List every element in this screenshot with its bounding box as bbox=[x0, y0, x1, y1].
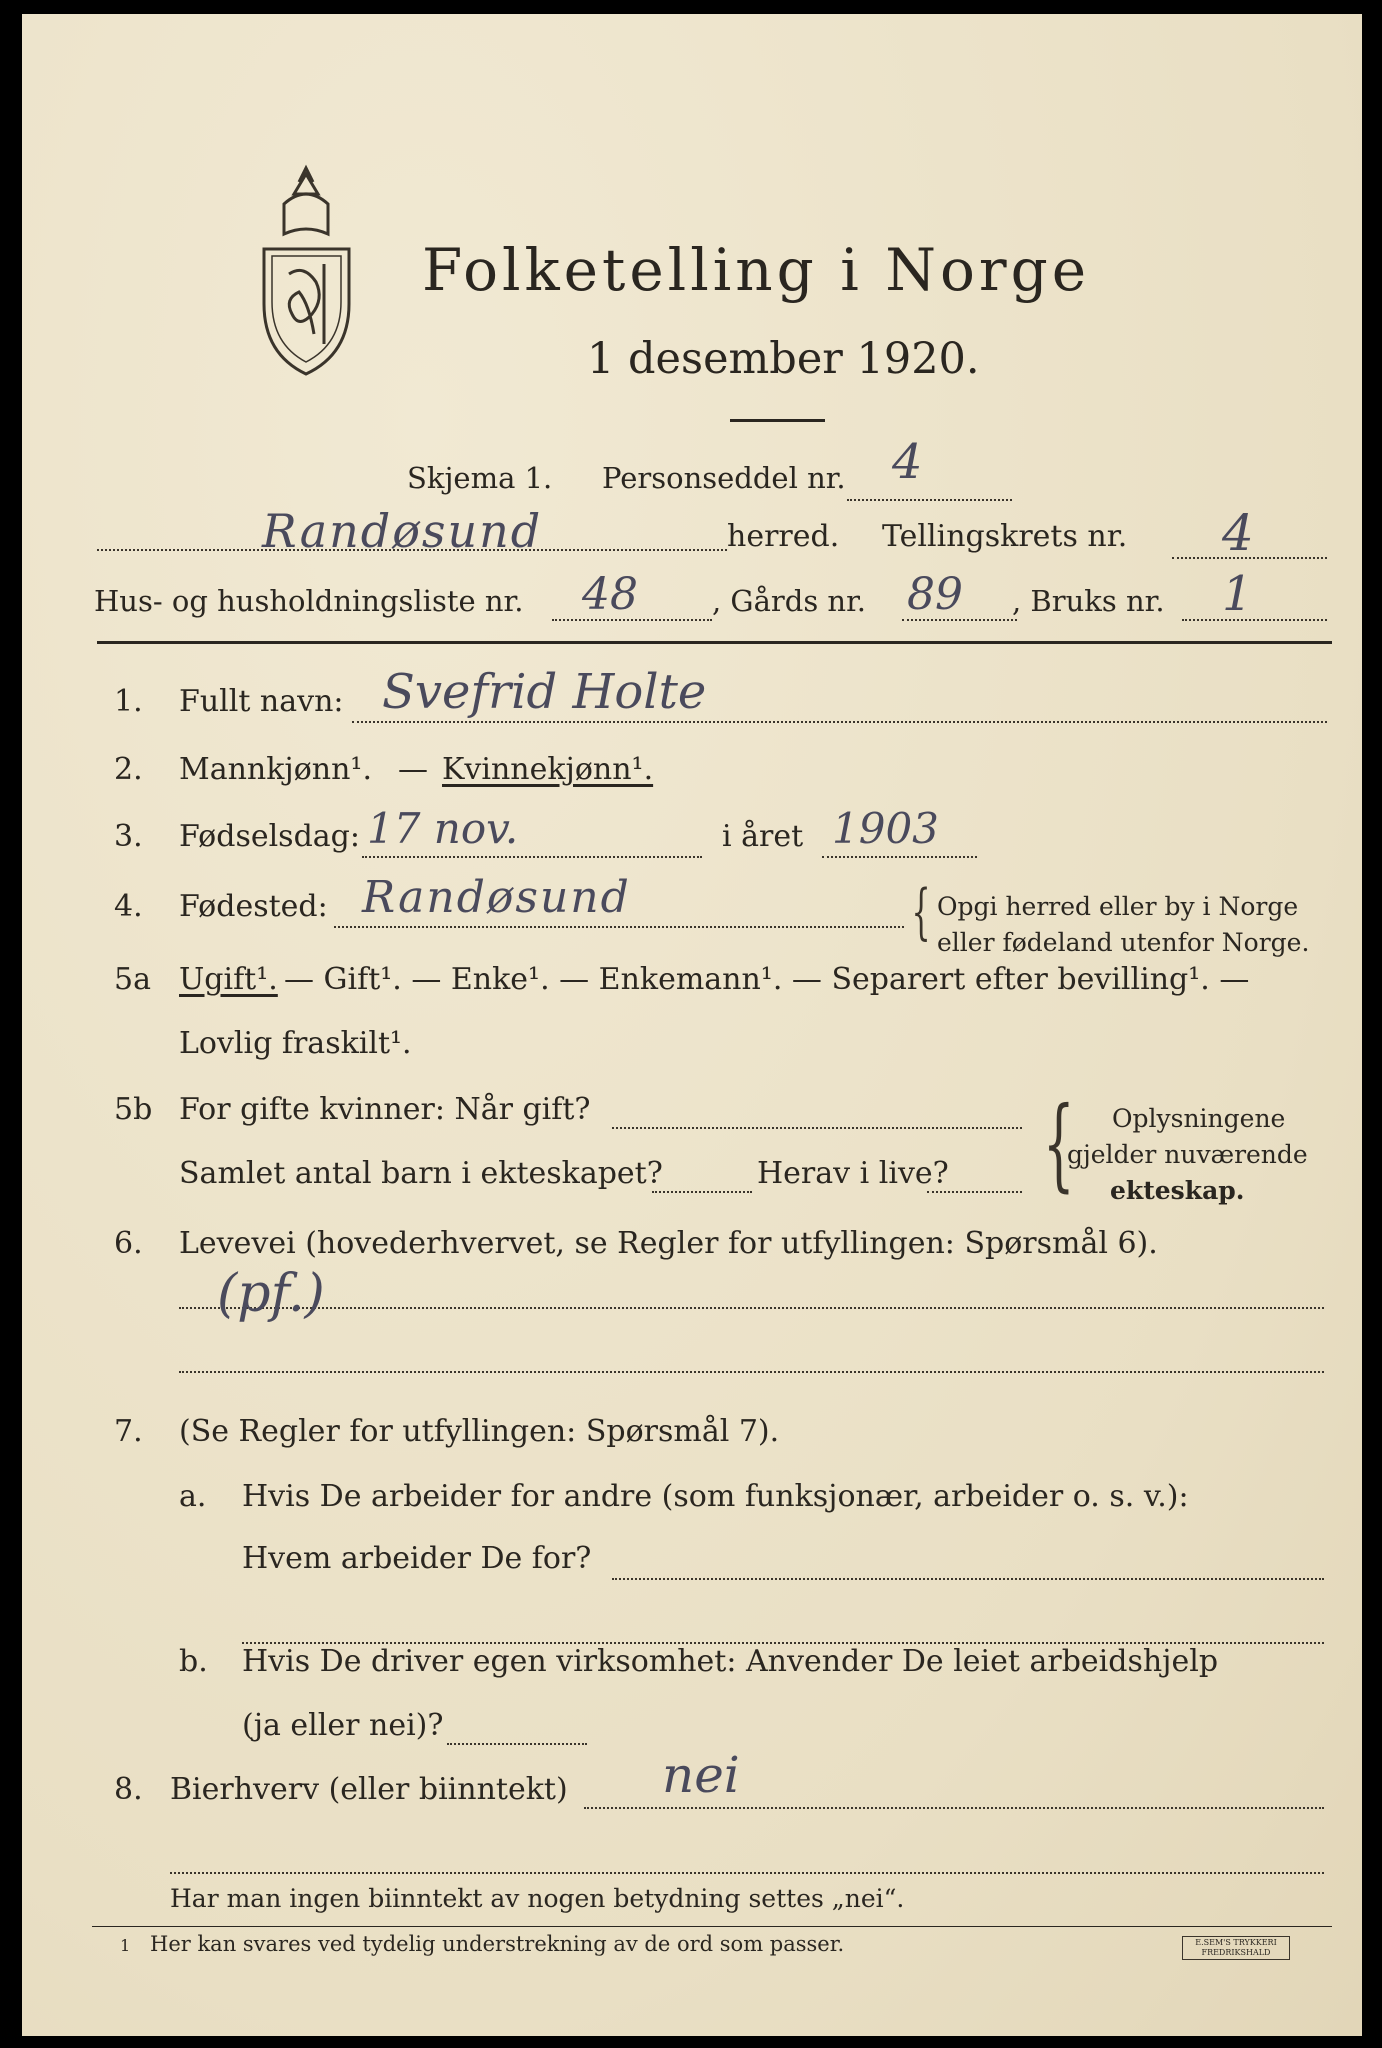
census-date: 1 desember 1920. bbox=[587, 334, 980, 384]
full-name-value[interactable]: Svefrid Holte bbox=[382, 664, 707, 720]
herred-value[interactable]: Randøsund bbox=[262, 504, 543, 558]
q5a-number: 5a bbox=[114, 962, 151, 997]
q4-number: 4. bbox=[114, 889, 143, 924]
option-ugift[interactable]: Ugift¹. bbox=[179, 962, 278, 997]
q7b-label-line2: (ja eller nei)? bbox=[242, 1708, 444, 1743]
birth-year-value[interactable]: 1903 bbox=[832, 804, 939, 853]
personseddel-value[interactable]: 4 bbox=[892, 434, 923, 490]
gards-label: , Gårds nr. bbox=[712, 584, 866, 618]
option-lovlig-fraskilt[interactable]: Lovlig fraskilt¹. bbox=[179, 1026, 412, 1061]
full-name-line bbox=[352, 721, 1327, 723]
q5b-note-line2: gjelder nuværende bbox=[1067, 1140, 1308, 1169]
occupation-line2 bbox=[179, 1371, 1324, 1373]
occupation-value[interactable]: (pf.) bbox=[217, 1264, 325, 1324]
q5b-note-line1: Oplysningene bbox=[1112, 1104, 1286, 1133]
husliste-label: Hus- og husholdningsliste nr. bbox=[94, 584, 524, 618]
birthday-value[interactable]: 17 nov. bbox=[367, 804, 519, 853]
q2-dash: — bbox=[398, 752, 428, 787]
side-income-line1 bbox=[584, 1807, 1324, 1809]
q7b-number: b. bbox=[179, 1644, 208, 1679]
bruks-label: , Bruks nr. bbox=[1012, 584, 1165, 618]
tellingskrets-label: Tellingskrets nr. bbox=[882, 519, 1128, 554]
q6-label: Levevei (hovederhvervet, se Regler for utfyllingen: Spørsmål 6). bbox=[179, 1226, 1158, 1261]
side-income-line2 bbox=[170, 1872, 1324, 1874]
q4-note-line2: eller fødeland utenfor Norge. bbox=[937, 928, 1310, 957]
q7a-label-line1: Hvis De arbeider for andre (som funksjonær, arbeider o. s. v.): bbox=[242, 1479, 1189, 1514]
footnote-text: Her kan svares ved tydelig understrekning av de ord som passer. bbox=[150, 1932, 845, 1956]
coat-of-arms-icon bbox=[254, 164, 359, 379]
option-kvinnekjonn[interactable]: Kvinnekjønn¹. bbox=[442, 752, 654, 787]
bruks-line bbox=[1182, 619, 1327, 621]
q5b-alive-label: Herav i live? bbox=[757, 1156, 949, 1191]
side-income-value[interactable]: nei bbox=[662, 1746, 740, 1804]
personseddel-line bbox=[847, 499, 1012, 501]
q7a-number: a. bbox=[179, 1479, 207, 1514]
q7a-label-line2: Hvem arbeider De for? bbox=[242, 1541, 592, 1576]
q1-number: 1. bbox=[114, 684, 143, 719]
q8-number: 8. bbox=[114, 1772, 143, 1807]
q4-note-line1: Opgi herred eller by i Norge bbox=[937, 892, 1299, 921]
q5b-number: 5b bbox=[114, 1092, 153, 1127]
form-title: Folketelling i Norge bbox=[422, 236, 1091, 304]
birthday-line bbox=[362, 856, 702, 858]
year-label: i året bbox=[722, 819, 804, 854]
herred-label: herred. bbox=[727, 519, 840, 554]
q3-number: 3. bbox=[114, 819, 143, 854]
q5b-brace: { bbox=[1042, 1085, 1075, 1202]
census-form bbox=[22, 14, 1362, 2036]
birth-year-line bbox=[822, 856, 977, 858]
q3-label: Fødselsdag: bbox=[179, 819, 360, 854]
alive-line bbox=[927, 1191, 1022, 1193]
printer-stamp: E.SEM'S TRYKKERI FREDRIKSHALD bbox=[1182, 1936, 1290, 1960]
marital-status-options[interactable]: — Gift¹. — Enke¹. — Enkemann¹. — Separert efter bevilling¹. — bbox=[284, 962, 1250, 997]
header-rule bbox=[97, 641, 1332, 644]
footnote-number: 1 bbox=[120, 1936, 131, 1955]
q5b-children-label: Samlet antal barn i ekteskapet? bbox=[179, 1156, 663, 1191]
option-mannkjonn[interactable]: Mannkjønn¹. bbox=[179, 752, 372, 787]
side-income-note: Har man ingen biinntekt av nogen betydning settes „nei“. bbox=[170, 1884, 905, 1913]
husliste-value[interactable]: 48 bbox=[582, 569, 638, 620]
q7-number: 7. bbox=[114, 1414, 143, 1449]
q6-number: 6. bbox=[114, 1226, 143, 1261]
q1-label: Fullt navn: bbox=[179, 684, 344, 719]
personseddel-label: Personseddel nr. bbox=[602, 461, 846, 495]
birthplace-line bbox=[334, 926, 904, 928]
q7-label: (Se Regler for utfyllingen: Spørsmål 7). bbox=[179, 1414, 780, 1449]
bruks-value[interactable]: 1 bbox=[1222, 566, 1253, 622]
tellingskrets-value[interactable]: 4 bbox=[1222, 504, 1254, 562]
employer-line1 bbox=[612, 1578, 1324, 1580]
gards-value[interactable]: 89 bbox=[907, 569, 963, 620]
q7b-label-line1: Hvis De driver egen virksomhet: Anvender De leiet arbeidshjelp bbox=[242, 1644, 1219, 1679]
skjema-label: Skjema 1. bbox=[407, 461, 553, 495]
q5b-when-married-label: For gifte kvinner: Når gift? bbox=[179, 1092, 591, 1127]
children-line bbox=[652, 1191, 752, 1193]
q5b-note-line3: ekteskap. bbox=[1110, 1176, 1245, 1205]
footer-rule bbox=[92, 1926, 1332, 1927]
hired-help-line bbox=[447, 1743, 587, 1745]
occupation-line1 bbox=[179, 1307, 1324, 1309]
title-divider bbox=[730, 419, 825, 422]
q8-label: Bierhverv (eller biinntekt) bbox=[170, 1772, 568, 1807]
when-married-line bbox=[612, 1127, 1022, 1129]
birthplace-value[interactable]: Randøsund bbox=[362, 872, 631, 923]
q4-brace: { bbox=[911, 877, 931, 947]
q2-number: 2. bbox=[114, 752, 143, 787]
q4-label: Fødested: bbox=[179, 889, 328, 924]
